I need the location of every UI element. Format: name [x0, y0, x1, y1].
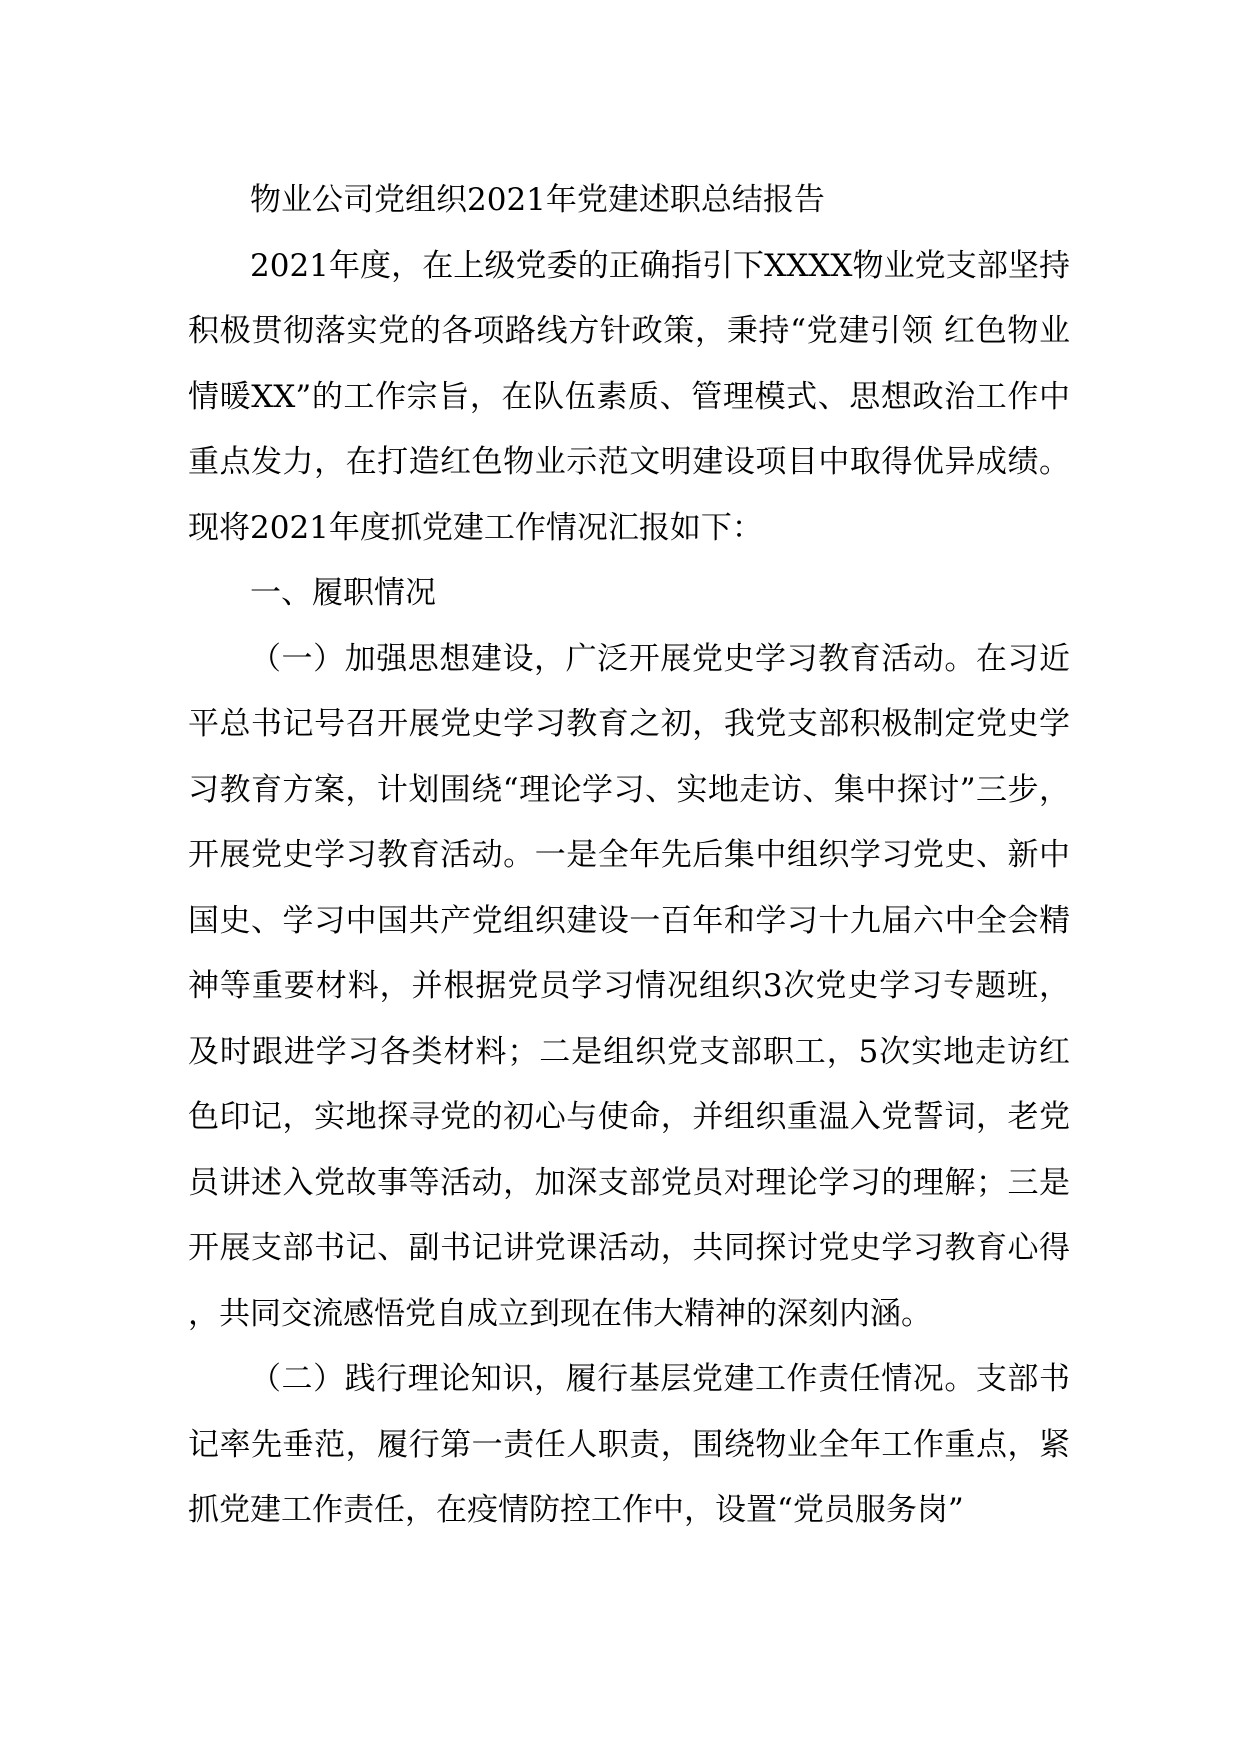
paragraph-section-1-1: （一）加强思想建设，广泛开展党史学习教育活动。在习近平总书记号召开展党史学习教育之初，我党支部积极制定党史学习教育方案，计划围绕“理论学习、实地走访、集中探讨”三步，开展党史学习教育活动。一是全年先后集中组织学习党史、新中国史、学习中国共产党组织建设一百年和学习十九届六中全会精神等重要材料，并根据党员学习情况组织3次党史学习专题班，及时跟进学习各类材料；二是组织党支部职工，5次实地走访红色印记，实地探寻党的初心与使命，并组织重温入党誓词，老党员讲述入党故事等活动，加深支部党员对理论学习的理解；三是开展支部书记、副书记讲党课活动，共同探讨党史学习教育心得，共同交流感悟党自成立到现在伟大精神的深刻内涵。: [188, 640, 1070, 1332]
document-body: [188, 168, 1070, 1544]
paragraph-section-1-2: （二）践行理论知识，履行基层党建工作责任情况。支部书记率先垂范，履行第一责任人职责，围绕物业全年工作重点，紧抓党建工作责任，在疫情防控工作中，设置“党员服务岗”: [188, 1361, 1070, 1528]
paragraph-intro: 2021年度，在上级党委的正确指引下XXXX物业党支部坚持积极贯彻落实党的各项路线方针政策，秉持“党建引领 红色物业 情暖XX”的工作宗旨，在队伍素质、管理模式、思想政治工作中重点发力，在打造红色物业示范文明建设项目中取得优异成绩。现将2021年度抓党建工作情况汇报如下：: [188, 247, 1070, 546]
document-title: 物业公司党组织2021年党建述职总结报告: [250, 182, 825, 218]
section-heading-1: 一、履职情况: [250, 575, 436, 611]
